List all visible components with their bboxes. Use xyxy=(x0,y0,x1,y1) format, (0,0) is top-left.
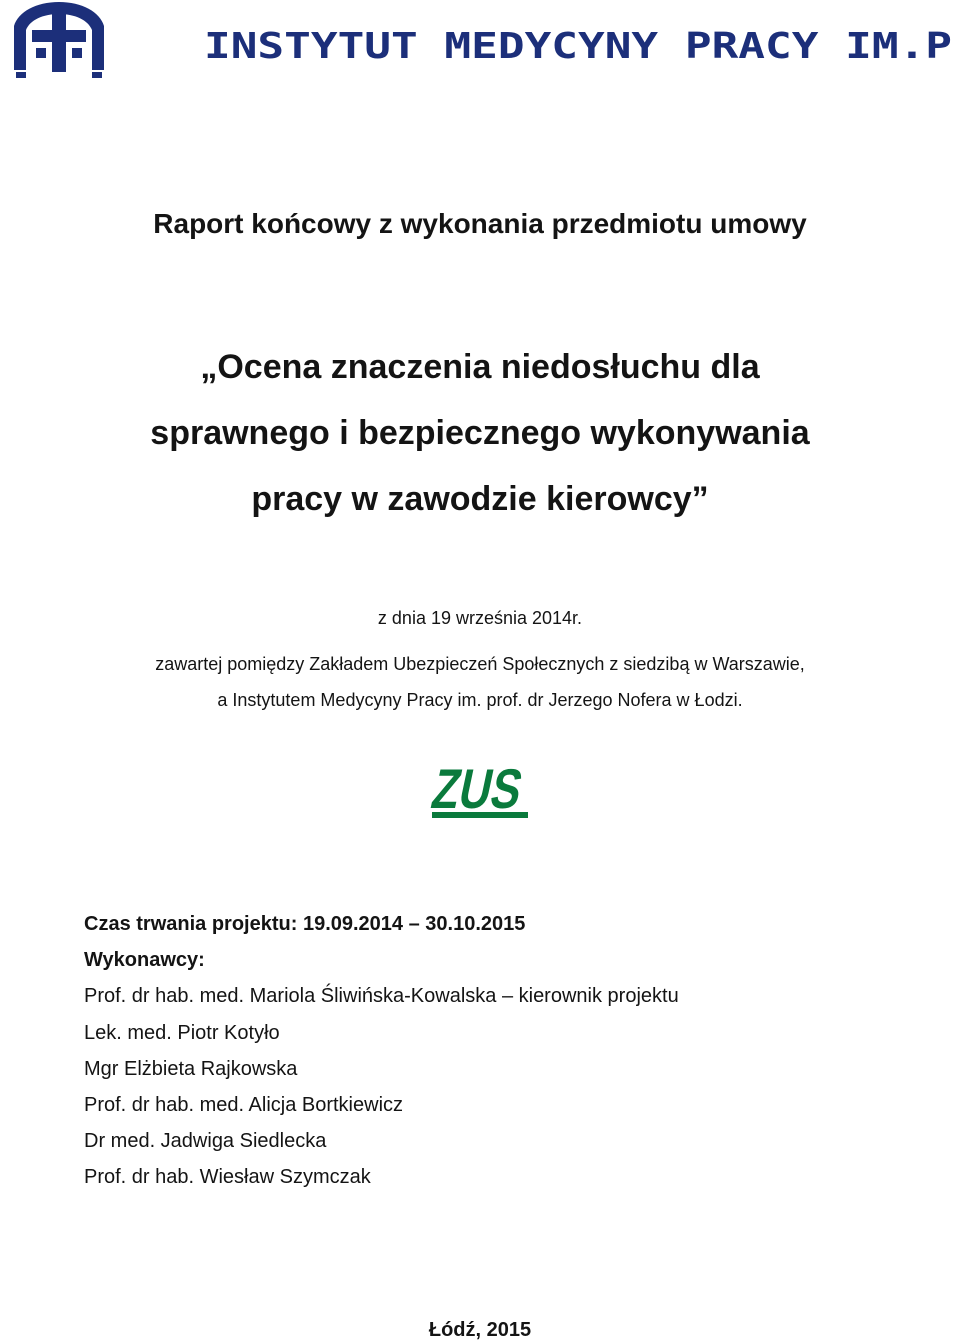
agreement-block xyxy=(0,600,960,718)
contractor-item: Mgr Elżbieta Rajkowska xyxy=(84,1057,298,1080)
contractor-item: Prof. dr hab. med. Mariola Śliwińska-Kowalska – kierownik projektu xyxy=(84,985,679,1008)
contractors-label: Wykonawcy: xyxy=(84,949,205,972)
report-title: Raport końcowy z wykonania przedmiotu umowy xyxy=(153,208,807,239)
agreement-parties-line-2: a Instytutem Medycyny Pracy im. prof. dr Jerzego Nofera w Łodzi. xyxy=(217,690,743,710)
zus-logo-text: ZUS xyxy=(426,757,553,820)
agreement-parties-line-1: zawartej pomiędzy Zakładem Ubezpieczeń Społecznych z siedzibą w Warszawie, xyxy=(155,654,805,674)
duration-label: Czas trwania projektu: xyxy=(84,913,298,935)
institute-name-text: INSTYTUT MEDYCYNY PRACY IM.P xyxy=(204,26,953,67)
project-details xyxy=(84,906,679,1196)
duration-range: 19.09.2014 – 30.10.2015 xyxy=(302,913,526,935)
study-title xyxy=(0,334,960,532)
zus-logo-icon xyxy=(426,757,553,820)
contractor-item: Dr med. Jadwiga Siedlecka xyxy=(84,1130,327,1153)
contractor-item: Prof. dr hab. Wiesław Szymczak xyxy=(84,1166,371,1189)
institute-cross-logo-icon xyxy=(6,0,112,78)
agreement-date: z dnia 19 września 2014r. xyxy=(377,608,583,628)
study-title-line-3: pracy w zawodzie kierowcy” xyxy=(251,480,709,518)
place-and-year: Łódź, 2015 xyxy=(428,1319,532,1341)
institute-name-wordmark xyxy=(204,26,956,67)
contractor-item: Lek. med. Piotr Kotyło xyxy=(84,1021,280,1044)
project-duration xyxy=(84,906,679,942)
contractor-item: Prof. dr hab. med. Alicja Bortkiewicz xyxy=(84,1094,404,1117)
study-title-line-2: sprawnego i bezpiecznego wykonywania xyxy=(150,414,810,452)
study-title-line-1: „Ocena znaczenia niedosłuchu dla xyxy=(200,348,760,386)
